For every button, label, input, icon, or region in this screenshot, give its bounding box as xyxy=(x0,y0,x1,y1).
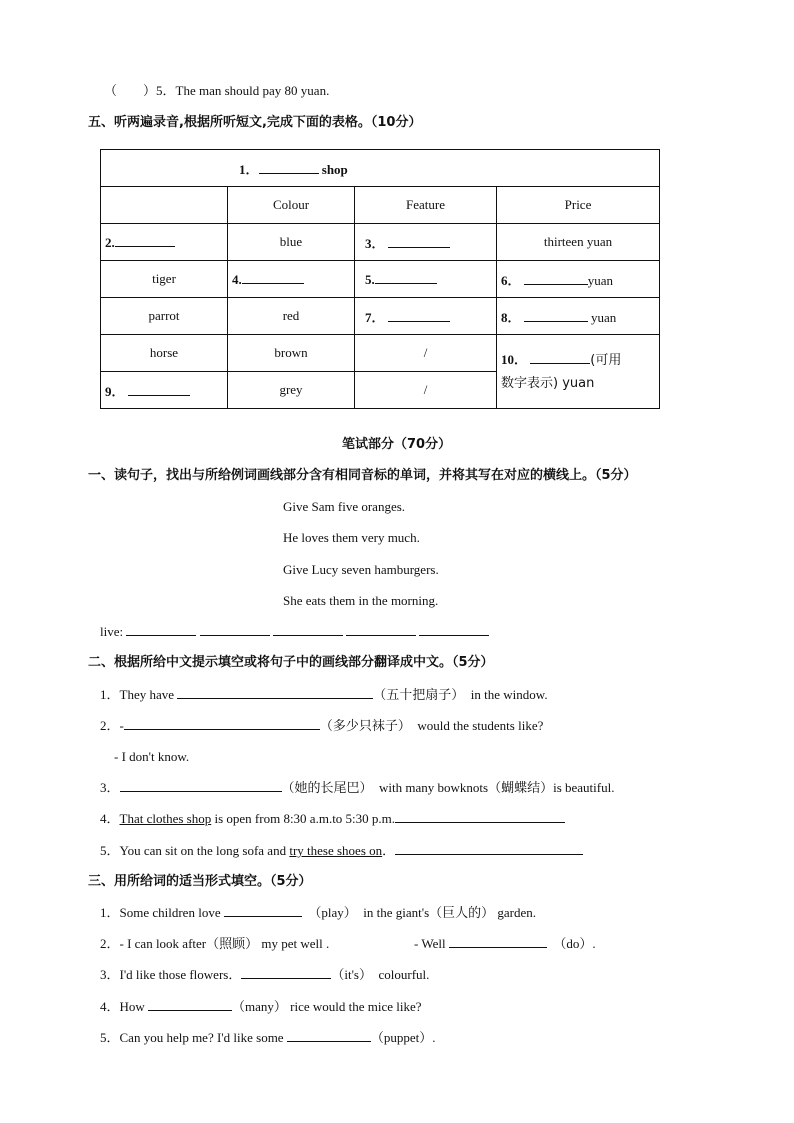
cell-r2c0: tiger xyxy=(101,261,228,298)
q3-1-hint: （play） xyxy=(308,905,357,920)
cell-r2c1 xyxy=(228,261,355,298)
q3-2-text: 2．- I can look after（照顾） my pet well . xyxy=(100,936,330,951)
q2-3-text: 3． xyxy=(100,780,120,795)
cell-r1c1: blue xyxy=(228,224,355,261)
q1-blank-1[interactable] xyxy=(126,623,196,636)
q3-title: 三、用所给词的适当形式填空。（5分） xyxy=(88,874,312,889)
q2-4-text: is open from 8:30 a.m.to 5:30 p.m. xyxy=(211,811,396,826)
q2-4-blank[interactable] xyxy=(395,810,565,823)
q3-3-blank[interactable] xyxy=(241,966,331,979)
q3-1-tail: in the giant's（巨人的） garden. xyxy=(363,905,536,920)
answer-paren: （ ） xyxy=(104,83,157,98)
q1-blank-3[interactable] xyxy=(273,623,343,636)
cell-r5c2: / xyxy=(355,372,497,409)
cell-r2c2 xyxy=(355,261,497,298)
cell-r1c3: thirteen yuan xyxy=(497,224,660,261)
q2-5-underlined: try these shoes on xyxy=(289,843,383,858)
header-colour: Colour xyxy=(228,187,355,224)
blank-10-num: 10． xyxy=(501,351,528,367)
table-title-word: shop xyxy=(321,161,348,177)
q3-2-blank[interactable] xyxy=(449,935,547,948)
q3-2-hint: （do）. xyxy=(553,936,596,951)
blank-10-note2: 数字表示) yuan xyxy=(501,375,595,391)
q2-item-4 xyxy=(100,810,565,828)
q3-4-blank[interactable] xyxy=(148,998,232,1011)
listening-table xyxy=(100,149,660,409)
q2-item-1 xyxy=(100,686,548,705)
cell-r3c0: parrot xyxy=(101,298,228,335)
blank-5[interactable] xyxy=(375,271,437,284)
blank-8-num: 8． xyxy=(501,309,521,325)
blank-5-num: 5. xyxy=(365,271,375,287)
table-title-num: 1． xyxy=(239,161,259,177)
section-5-title: 五、听两遍录音,根据所听短文,完成下面的表格。（10分） xyxy=(88,115,422,130)
q1-blank-4[interactable] xyxy=(346,623,416,636)
blank-2-num: 2. xyxy=(105,234,115,250)
q1-title: 一、读句子，找出与所给例词画线部分含有相同音标的单词，并将其写在对应的横线上。（5分） xyxy=(88,468,637,483)
cell-r2c3 xyxy=(497,261,660,298)
q2-item-2 xyxy=(100,717,543,736)
q1-sentence-4: She eats them in the morning. xyxy=(283,593,439,608)
cell-r3c3 xyxy=(497,298,660,335)
q1-sentence-2: He loves them very much. xyxy=(283,530,420,545)
q3-5-hint: （puppet）. xyxy=(370,1030,436,1045)
cell-r4c0: horse xyxy=(101,335,228,372)
cell-r3c2 xyxy=(355,298,497,335)
cell-r1c2 xyxy=(355,224,497,261)
q3-2-reply-text: - Well xyxy=(414,936,446,951)
q2-4-underlined: That clothes shop xyxy=(119,811,212,826)
q3-5-blank[interactable] xyxy=(287,1029,371,1042)
q2-3-blank[interactable] xyxy=(120,779,282,792)
q3-4-text: 4．How xyxy=(100,999,145,1014)
q2-2-blank[interactable] xyxy=(124,717,320,730)
q2-1-tail: in the window. xyxy=(470,687,548,702)
cell-r4c1: brown xyxy=(228,335,355,372)
header-empty xyxy=(101,187,228,224)
q3-4-tail: rice would the mice like? xyxy=(290,999,422,1014)
cell-r3c1: red xyxy=(228,298,355,335)
blank-7[interactable] xyxy=(388,309,450,322)
blank-6-num: 6． xyxy=(501,272,521,288)
q2-3-tail: with many bowknots（蝴蝶结）is beautiful. xyxy=(379,780,615,795)
q1-blank-5[interactable] xyxy=(419,623,489,636)
q2-item-5 xyxy=(100,842,583,860)
blank-2[interactable] xyxy=(115,234,175,247)
q3-item-5 xyxy=(100,1029,435,1047)
blank-10[interactable] xyxy=(530,351,590,364)
price-unit-6: yuan xyxy=(587,272,614,288)
q3-3-text: 3．I'd like those flowers． xyxy=(100,967,242,982)
q3-3-hint: （it's） xyxy=(331,967,372,982)
written-part-title: 笔试部分（70分） xyxy=(342,437,452,452)
q2-4-num: 4． xyxy=(100,811,120,826)
cell-r4c2: / xyxy=(355,335,497,372)
q3-item-3 xyxy=(100,966,429,984)
header-feature: Feature xyxy=(355,187,497,224)
q2-5-text: 5．You can sit on the long sofa and xyxy=(100,843,290,858)
q3-item-4 xyxy=(100,998,422,1016)
q3-4-hint: （many） xyxy=(232,999,287,1014)
question-5-line xyxy=(104,82,329,100)
blank-7-num: 7． xyxy=(365,309,385,325)
blank-3[interactable] xyxy=(388,235,450,248)
q2-2-tail: would the students like? xyxy=(417,718,544,733)
q2-2-hint: （多少只袜子） xyxy=(319,719,411,734)
q2-5-blank[interactable] xyxy=(395,842,583,855)
table-title-cell xyxy=(101,150,660,187)
q2-5-dot: ． xyxy=(382,843,396,858)
price-unit-8: yuan xyxy=(591,309,617,325)
blank-10-note: (可用 xyxy=(590,352,622,368)
cell-r45-price xyxy=(497,335,660,409)
blank-9[interactable] xyxy=(128,383,190,396)
q1-answer-line xyxy=(100,623,489,641)
blank-4-num: 4. xyxy=(232,271,242,287)
question-5-text: 5．The man should pay 80 yuan. xyxy=(156,83,330,98)
q3-3-tail: colourful. xyxy=(378,967,430,982)
cell-r1c0 xyxy=(101,224,228,261)
q2-1-text: 1．They have xyxy=(100,687,175,702)
q3-item-1 xyxy=(100,904,536,922)
blank-9-num: 9． xyxy=(105,383,125,399)
q1-sentence-3: Give Lucy seven hamburgers. xyxy=(283,562,439,577)
q3-5-text: 5．Can you help me? I'd like some xyxy=(100,1030,284,1045)
blank-1[interactable] xyxy=(259,161,319,174)
q3-1-blank[interactable] xyxy=(224,904,302,917)
q2-title: 二、根据所给中文提示填空或将句子中的画线部分翻译成中文。（5分） xyxy=(88,655,494,670)
blank-4[interactable] xyxy=(242,271,304,284)
blank-8[interactable] xyxy=(524,309,588,322)
blank-3-num: 3． xyxy=(365,235,385,251)
q1-word: live: xyxy=(100,624,124,639)
q2-2-text: 2．- xyxy=(100,718,124,733)
q2-3-hint: （她的长尾巴） xyxy=(281,781,373,796)
q1-blank-2[interactable] xyxy=(200,623,270,636)
cell-r5c0 xyxy=(101,372,228,409)
blank-6[interactable] xyxy=(524,272,588,285)
q2-item-2b: - I don't know. xyxy=(114,749,190,764)
q1-sentence-1: Give Sam five oranges. xyxy=(283,499,406,514)
q3-item-2-reply xyxy=(414,935,596,953)
cell-r5c1: grey xyxy=(228,372,355,409)
header-price: Price xyxy=(497,187,660,224)
q3-item-2 xyxy=(100,935,329,953)
q2-1-hint: （五十把扇子） xyxy=(373,688,465,703)
q2-1-blank[interactable] xyxy=(177,686,373,699)
q3-1-text: 1．Some children love xyxy=(100,905,221,920)
q2-item-3 xyxy=(100,779,614,798)
